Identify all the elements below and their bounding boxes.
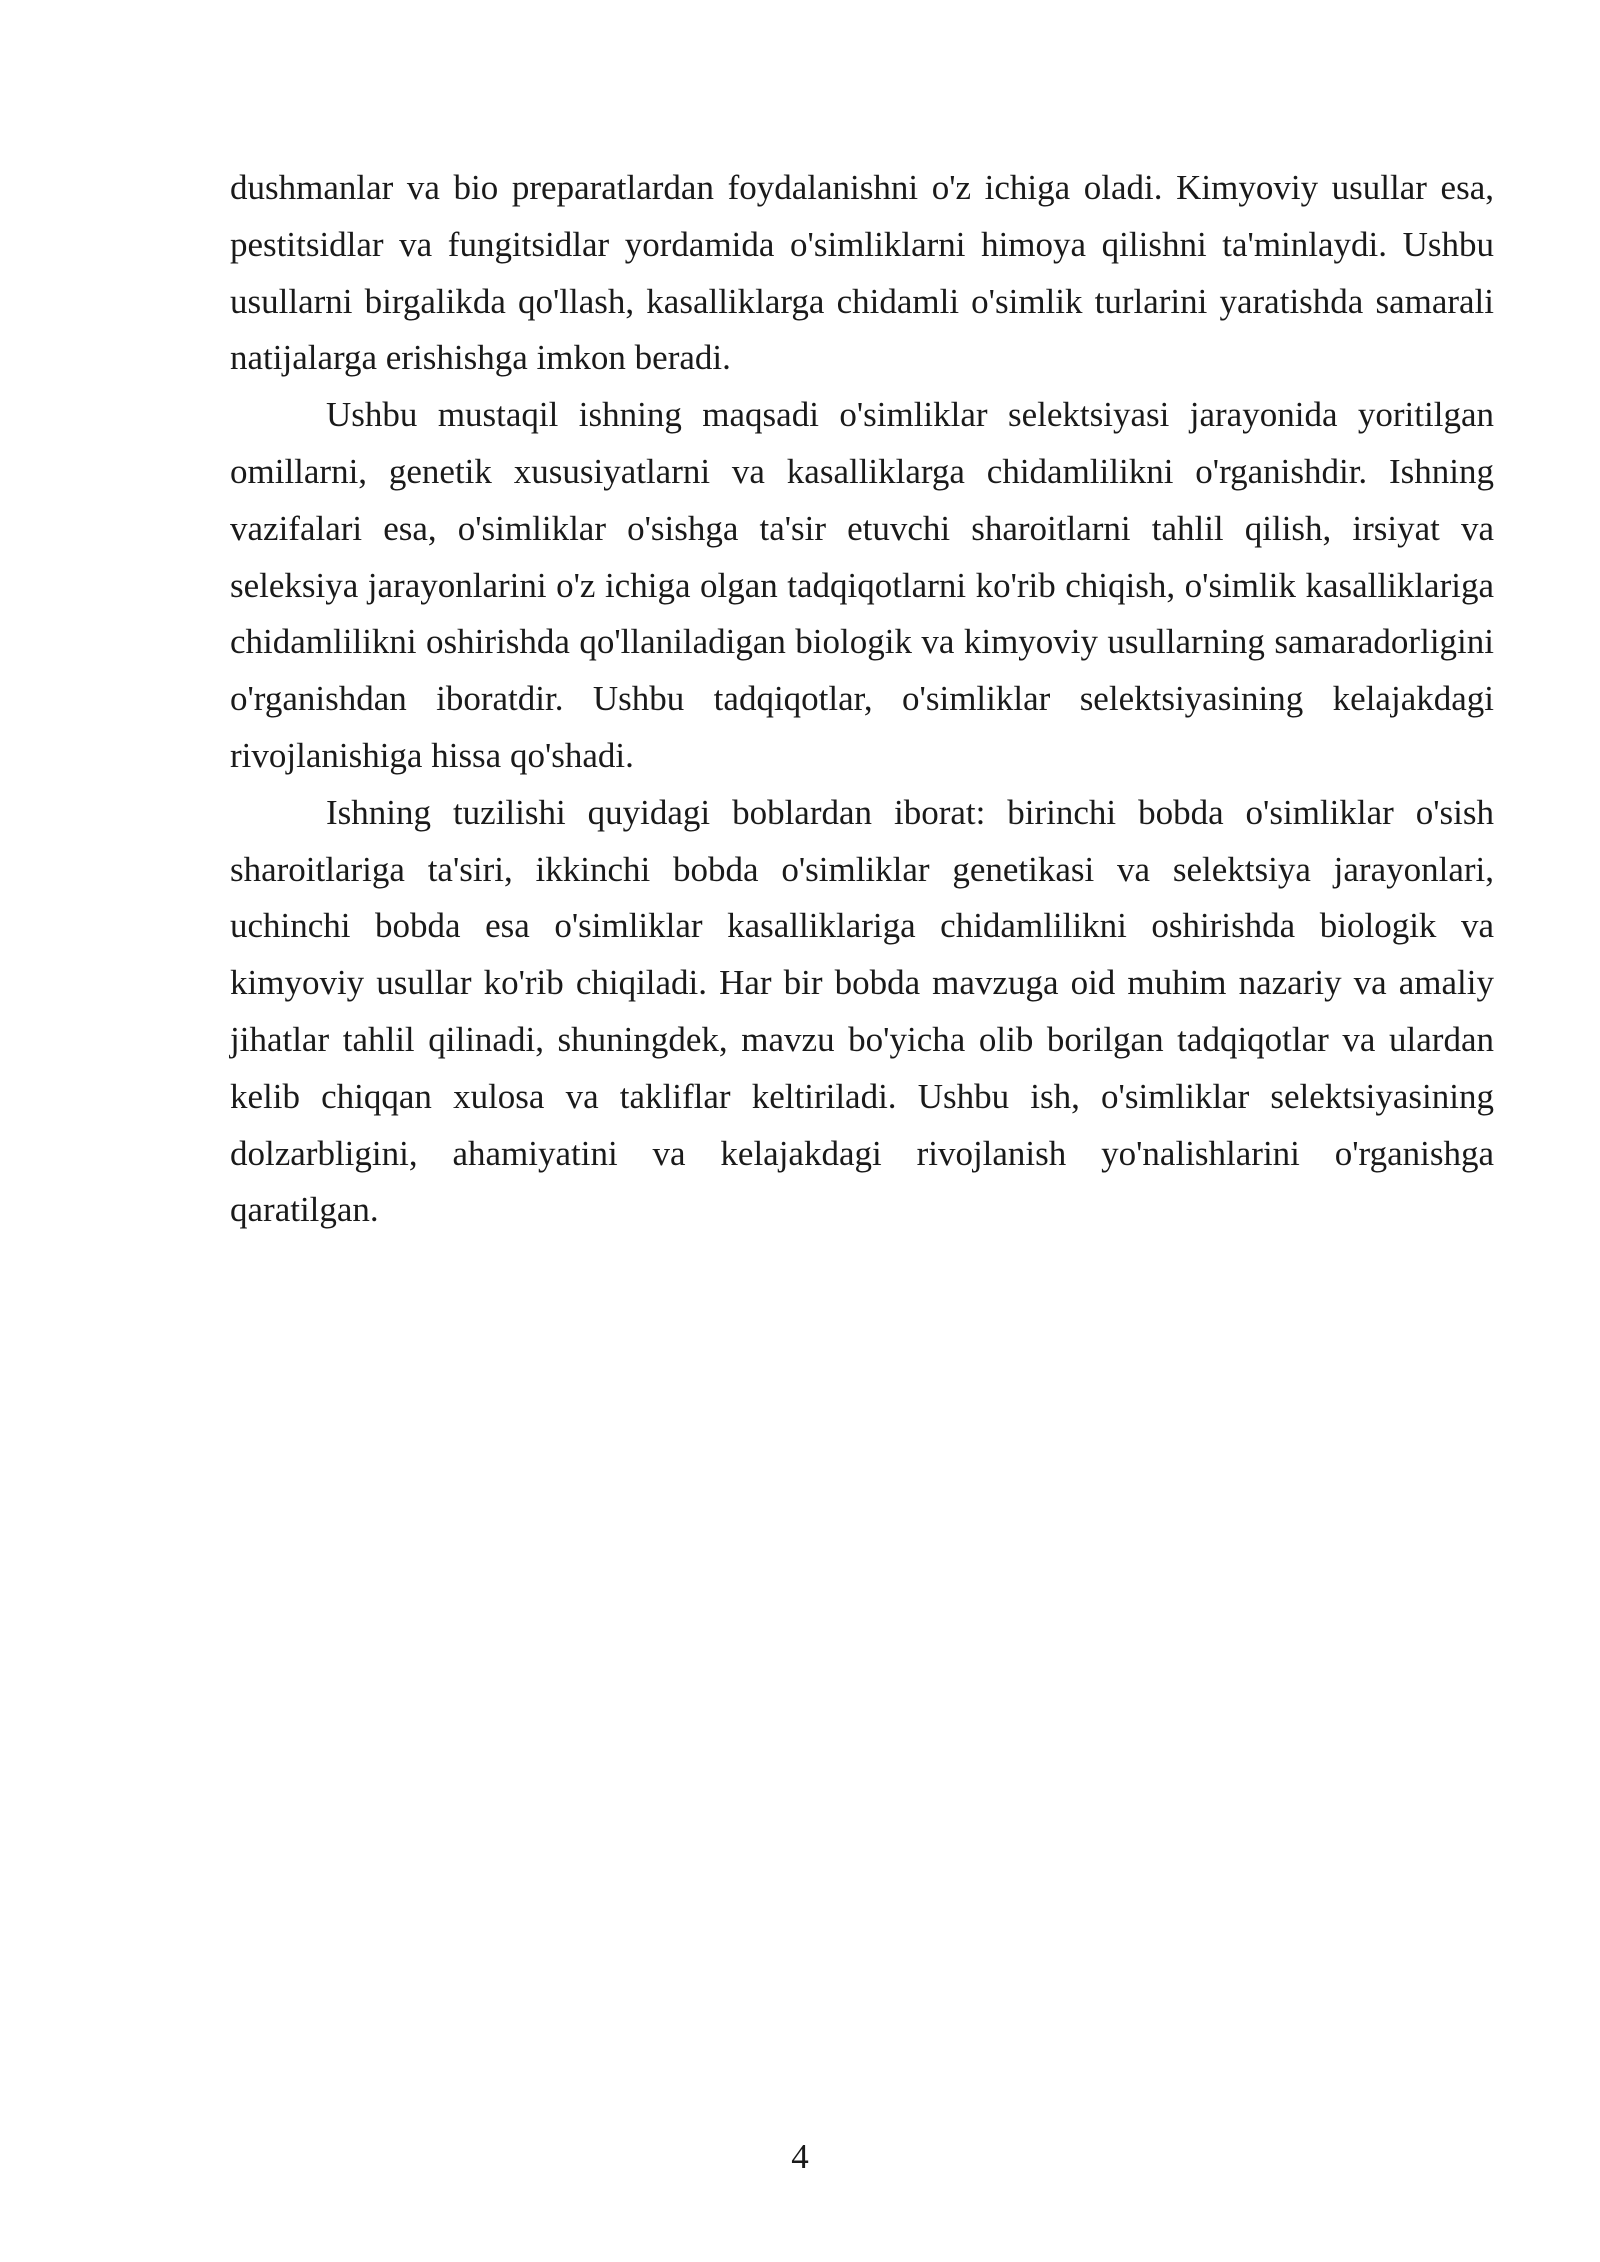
paragraph-structure: Ishning tuzilishi quyidagi boblardan iborat: birinchi bobda o'simliklar o'sish sharoitlariga ta'siri, ikkinchi bobda o'simliklar genetikasi va selektsiya jarayonlari, uchinchi bobda esa o'simliklar kasalliklariga chidamlilikni oshirishda biologik va kimyoviy usullar ko'rib chiqiladi. Har bir bobda mavzuga oid muhim nazariy va amaliy jihatlar tahlil qilinadi, shuningdek, mavzu bo'yicha olib borilgan tadqiqotlar va ulardan kelib chiqqan xulosa va takliflar keltiriladi. Ushbu ish, o'simliklar selektsiyasining dolzarbligini, ahamiyatini va kelajakdagi rivojlanish yo'nalishlarini o'rganishga qaratilgan. [230,792,1494,1230]
paragraph-continuation: dushmanlar va bio preparatlardan foydalanishni o'z ichiga oladi. Kimyoviy usullar esa, pestitsidlar va fungitsidlar yordamida o'simliklarni himoya qilishni ta'minlaydi. Ushbu usullarni birgalikda qo'llash, kasalliklarga chidamli o'simlik turlarini yaratishda samarali natijalarga erishishga imkon beradi. [230,168,1494,378]
paragraph-purpose: Ushbu mustaqil ishning maqsadi o'simliklar selektsiyasi jarayonida yoritilgan omillarni, genetik xususiyatlarni va kasalliklarga chidamlilikni o'rganishdir. Ishning vazifalari esa, o'simliklar o'sishga ta'sir etuvchi sharoitlarni tahlil qilish, irsiyat va seleksiya jarayonlarini o'z ichiga olgan tadqiqotlarni ko'rib chiqish, o'simlik kasalliklariga chidamlilikni oshirishda qo'llaniladigan biologik va kimyoviy usullarning samaradorligini o'rganishdan iboratdir. Ushbu tadqiqotlar, o'simliklar selektsiyasining kelajakdagi rivojlanishiga hissa qo'shadi. [230,395,1494,775]
body-text [230,160,1494,1239]
page-number: 4 [791,2137,809,2176]
